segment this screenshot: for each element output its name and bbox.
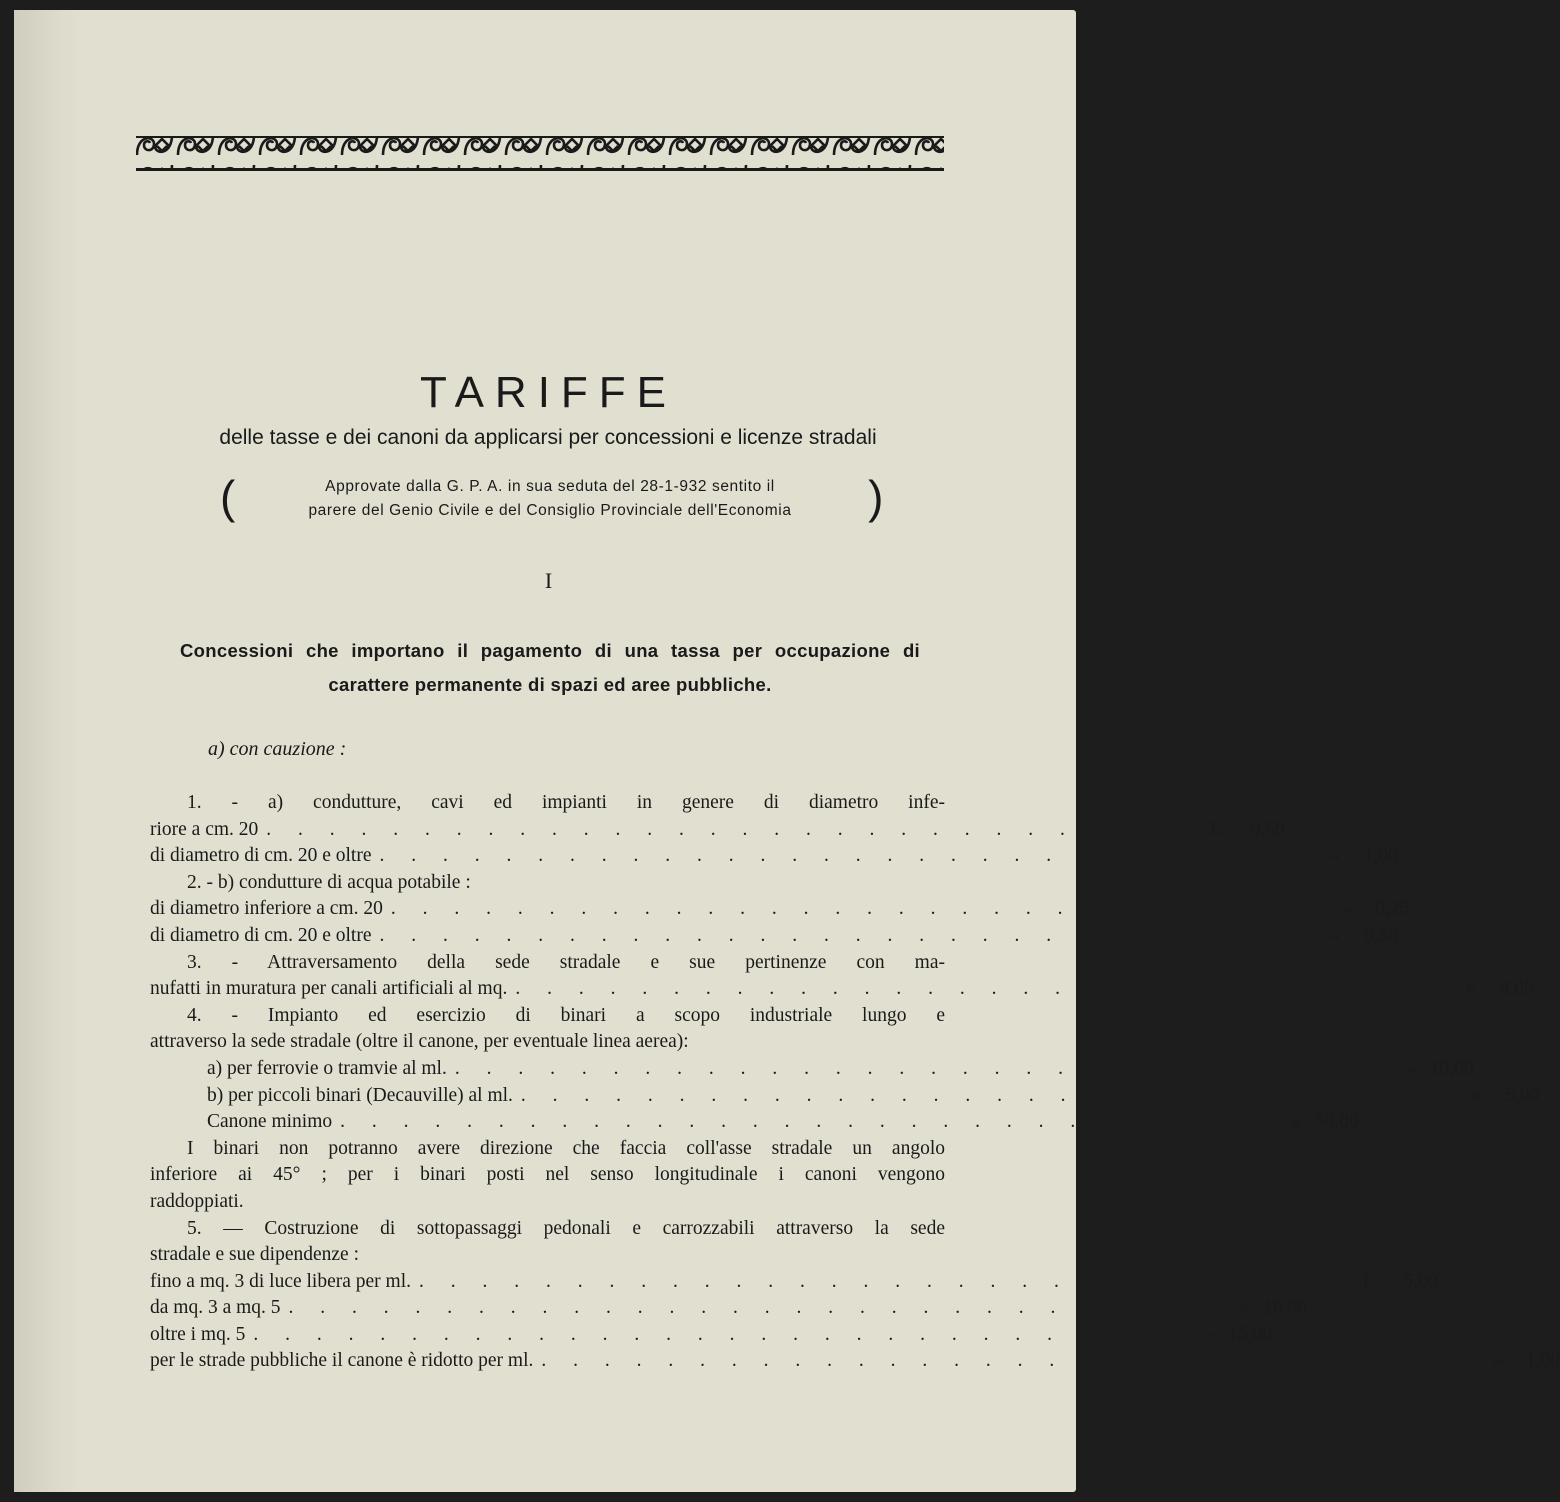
tariff-line-text: riore a cm. 20: [150, 818, 259, 840]
tariff-unit: »: [1405, 1057, 1416, 1079]
dot-leader: . . . . . . . . . . . . . . . . . . . . . . . . . . . . . .: [419, 1270, 1356, 1292]
tariff-line-text: attraverso la sede stradale (oltre il canone, per eventuale linea aerea):: [150, 1031, 689, 1053]
tariff-line-text: b) per piccoli binari (Decauville) al ml.: [207, 1084, 513, 1106]
tariff-value: 0,50: [1250, 818, 1285, 840]
tariff-value: 10,00: [1429, 1057, 1474, 1079]
subsection-label: a) con cauzione :: [208, 738, 347, 760]
tariff-line-text: Canone minimo: [207, 1111, 333, 1133]
tariff-unit: L.: [1362, 1270, 1380, 1292]
dot-leader: . . . . . . . . . . . . . . . . . . . . . . . . . . . . . .: [288, 1297, 1226, 1319]
tariff-line-text: raddoppiati.: [150, 1190, 244, 1212]
dot-leader: . . . . . . . . . . . . . . . . . . . . . . . . . . . . . .: [520, 1084, 1458, 1106]
tariff-line: [150, 870, 945, 897]
dot-leader: . . . . . . . . . . . . . . . . . . . . . . . . . . . . . .: [390, 898, 1328, 920]
tariff-line-text: fino a mq. 3 di luce libera per ml.: [150, 1270, 412, 1292]
tariff-line-text: di diametro di cm. 20 e oltre: [150, 845, 372, 867]
dot-leader: . . . . . . . . . . . . . . . . . . . . . . . . . . . . . .: [454, 1057, 1392, 1079]
tariff-line: [150, 1109, 1359, 1136]
tariff-unit: »: [1330, 924, 1341, 946]
tariff-value: 1,00: [1363, 845, 1399, 867]
tariff-line: [150, 1029, 945, 1056]
tariff-value: 4,00: [1499, 978, 1534, 1000]
tariff-line: [150, 1348, 1560, 1375]
tariff-line-text: 1. - a) condutture, cavi ed impianti in genere di diametro infe-: [187, 792, 945, 813]
tariff-value: 0,50: [1363, 924, 1399, 946]
tariff-line: [150, 1216, 945, 1243]
tariff-unit: »: [1492, 1350, 1502, 1372]
tariff-line: [150, 843, 1399, 870]
tariff-unit: »: [1330, 845, 1341, 867]
dot-leader: . . . . . . . . . . . . . . . . . . . . . . . . . . . . . .: [379, 924, 1317, 946]
tariff-line: [150, 896, 1410, 923]
dot-leader: . . . . . . . . . . . . . . . . . . . . . . . . . . . . . .: [379, 845, 1317, 867]
tariff-value: 50,00: [1314, 1111, 1359, 1133]
tariff-line-text: 4. - Impianto ed esercizio di binari a scopo industriale lungo e: [187, 1004, 945, 1026]
tariff-list: [150, 790, 1560, 1375]
section-heading-line-2: carattere permanente di spazi ed aree pubbliche.: [328, 674, 772, 695]
tariff-line-text: di diametro inferiore a cm. 20: [150, 898, 383, 920]
tariff-unit: »: [1466, 978, 1476, 1000]
approval-line-2: parere del Genio Civile e del Consiglio Provinciale dell'Economia: [308, 502, 792, 519]
tariff-line: [150, 817, 1285, 844]
tariff-unit: »: [1204, 1323, 1214, 1345]
tariff-unit: L.: [1210, 818, 1227, 840]
tariff-line: [150, 923, 1399, 950]
approval-note: [220, 471, 884, 523]
tariff-line: [150, 1189, 945, 1216]
tariff-line-text: di diametro di cm. 20 e oltre: [150, 924, 372, 946]
dot-leader: . . . . . . . . . . . . . . . . . . . . . . . . . . . . . .: [515, 978, 1452, 1000]
tariff-line: [150, 1136, 945, 1163]
right-parenthesis: ): [868, 471, 884, 523]
tariff-line: [150, 1003, 945, 1030]
page-subtitle: delle tasse e dei canoni da applicarsi per concessioni e licenze stradali: [219, 426, 877, 449]
tariff-unit: »: [1291, 1111, 1301, 1133]
dot-leader: . . . . . . . . . . . . . . . . . . . . . . . . . . . . . .: [340, 1111, 1277, 1133]
dot-leader: . . . . . . . . . . . . . . . . . . . . . . . . . . . . . .: [266, 818, 1203, 840]
page-gutter-shadow: [14, 10, 84, 1492]
tariff-line: [150, 1242, 945, 1269]
section-number: I: [544, 568, 553, 593]
tariff-line: [150, 1083, 1540, 1110]
page-title: TARIFFE: [419, 368, 678, 417]
section-heading: [180, 634, 920, 702]
section-heading-line-1: Concessioni che importano il pagamento di una tassa per occupazione di: [180, 640, 920, 661]
tariff-line-text: a) per ferrovie o tramvie al ml.: [207, 1057, 447, 1079]
tariff-unit: »: [1471, 1084, 1482, 1106]
decorative-border: [134, 130, 946, 174]
tariff-line: [150, 950, 945, 977]
tariff-value: 10,00: [1263, 1297, 1308, 1319]
tariff-line: [150, 790, 945, 817]
tariff-value: 0,25: [1375, 898, 1410, 920]
tariff-line: [150, 1322, 1272, 1349]
tariff-line-text: stradale e sue dipendenze :: [150, 1244, 359, 1266]
tariff-line: [150, 1056, 1474, 1083]
tariff-line-text: I binari non potranno avere direzione che faccia coll'asse stradale un angolo: [187, 1137, 945, 1159]
tariff-line: [150, 1162, 945, 1189]
greek-key-border-icon: [134, 130, 946, 174]
tariff-line-text: per le strade pubbliche il canone è ridotto per ml.: [150, 1350, 534, 1372]
tariff-unit: »: [1341, 898, 1352, 920]
approval-line-1: Approvate dalla G. P. A. in sua seduta del 28-1-932 sentito il: [325, 478, 775, 495]
dot-leader: . . . . . . . . . . . . . . . . . . . . . . . . . . . . . .: [253, 1323, 1190, 1345]
tariff-line-text: oltre i mq. 5: [150, 1323, 246, 1345]
tariff-value: 5,00: [1403, 1270, 1438, 1292]
tariff-value: 15,00: [1228, 1323, 1272, 1345]
tariff-unit: »: [1239, 1297, 1250, 1319]
tariff-value: 1,00: [1525, 1350, 1560, 1372]
tariff-line-text: 5. — Costruzione di sottopassaggi pedonali e carrozzabili attraverso la sede: [187, 1217, 945, 1239]
left-parenthesis: (: [220, 471, 236, 523]
tariff-line-text: 3. - Attraversamento della sede stradale e sue pertinenze con ma-: [187, 951, 945, 973]
tariff-line-text: inferiore ai 45° ; per i binari posti nel senso longitudinale i canoni vengono: [150, 1164, 945, 1186]
tariff-line: [150, 976, 1534, 1003]
dot-leader: . . . . . . . . . . . . . . . . . . . . . . . . . . . . . .: [541, 1350, 1478, 1372]
tariff-value: 5,00: [1505, 1084, 1540, 1106]
tariff-line: [150, 1295, 1308, 1322]
tariff-line-text: 2. - b) condutture di acqua potabile :: [187, 871, 471, 893]
tariff-line-text: nufatti in muratura per canali artificiali al mq.: [150, 978, 508, 1000]
tariff-line: [150, 1269, 1438, 1296]
tariff-line-text: da mq. 3 a mq. 5: [150, 1297, 281, 1319]
